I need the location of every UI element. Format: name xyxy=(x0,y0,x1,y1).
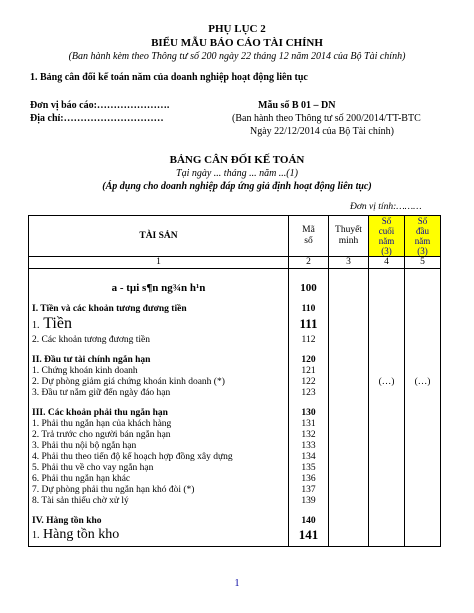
address-label: Địa chỉ:………………………… xyxy=(30,113,164,124)
column-number: 2 xyxy=(289,257,329,269)
column-number: 4 xyxy=(369,257,405,269)
table-row xyxy=(29,507,441,516)
table-row xyxy=(29,463,441,474)
issued-note: (Ban hành kèm theo Thông tư số 200 ngày 22 tháng 12 năm 2014 của Bộ Tài chính) xyxy=(68,51,406,62)
row-label: III. Các khoản phải thu ngắn hạn xyxy=(29,408,289,419)
appendix-title: PHỤ LỤC 2 xyxy=(208,23,266,35)
column-number: 1 xyxy=(29,257,289,269)
table-header-row xyxy=(29,216,441,257)
currency-unit: Đơn vị tính:……… xyxy=(350,202,422,212)
column-number: 5 xyxy=(405,257,441,269)
header-begin-line3: năm xyxy=(414,236,431,246)
row-code: 131 xyxy=(289,419,329,430)
balance-sheet-table xyxy=(28,215,441,547)
header-code-line2: số xyxy=(304,236,313,246)
unit-label: Đơn vị báo cáo:…………………. xyxy=(30,100,170,111)
row-label: 6. Phải thu ngắn hạn khác xyxy=(29,474,289,485)
table-row xyxy=(29,399,441,408)
row-label: 8. Tài sản thiếu chờ xử lý xyxy=(29,496,289,507)
row-label: 2. Trả trước cho người bán ngắn hạn xyxy=(29,430,289,441)
report-title: BẢNG CÂN ĐỐI KẾ TOÁN xyxy=(169,154,305,166)
table-row xyxy=(29,377,441,388)
row-code: 133 xyxy=(289,441,329,452)
table-row xyxy=(29,304,441,315)
row-label: IV. Hàng tồn kho xyxy=(29,516,289,527)
table-row xyxy=(29,496,441,507)
row-code: 139 xyxy=(289,496,329,507)
row-label: a - tµi s¶n ng¾n h¹n xyxy=(29,281,289,295)
form-title: BIỂU MẪU BÁO CÁO TÀI CHÍNH xyxy=(151,37,323,49)
row-label-text: Tiền xyxy=(43,315,72,332)
row-code: 136 xyxy=(289,474,329,485)
header-beginning-of-year xyxy=(405,216,441,257)
row-code: 111 xyxy=(289,315,329,335)
report-date: Tại ngày ... tháng ... năm ...(1) xyxy=(176,168,298,179)
column-number-row xyxy=(29,257,441,269)
header-note-line2: minh xyxy=(338,236,359,246)
row-label: 4. Phải thu theo tiến độ kế hoạch hợp đồng xây dựng xyxy=(29,452,289,463)
table-row xyxy=(29,388,441,399)
row-code: 132 xyxy=(289,430,329,441)
table-row xyxy=(29,315,441,335)
table-row xyxy=(29,346,441,355)
header-end-line4: (3) xyxy=(381,246,392,256)
table-row xyxy=(29,281,441,295)
header-end-of-year xyxy=(369,216,405,257)
column-number: 3 xyxy=(329,257,369,269)
row-label: 1. Chứng khoán kinh doanh xyxy=(29,366,289,377)
header-end-line1: Số xyxy=(381,216,392,226)
row-code: 120 xyxy=(289,355,329,366)
row-code: 137 xyxy=(289,485,329,496)
table-row xyxy=(29,269,441,282)
row-code: 123 xyxy=(289,388,329,399)
table-row xyxy=(29,295,441,304)
form-issued-line2: Ngày 22/12/2014 của Bộ Tài chính) xyxy=(250,126,394,137)
row-label: 3. Phải thu nội bộ ngắn hạn xyxy=(29,441,289,452)
row-label: II. Đầu tư tài chính ngắn hạn xyxy=(29,355,289,366)
row-code: 134 xyxy=(289,452,329,463)
page-number: 1 xyxy=(234,578,240,589)
row-code: 135 xyxy=(289,463,329,474)
row-code: 122 xyxy=(289,377,329,388)
table-row xyxy=(29,366,441,377)
table-row xyxy=(29,419,441,430)
table-row xyxy=(29,516,441,527)
header-note-line1: Thuyết xyxy=(335,225,362,235)
row-label-text: Hàng tồn kho xyxy=(43,527,120,542)
report-scope: (Áp dụng cho doanh nghiệp đáp ứng giả định hoạt động liên tục) xyxy=(102,181,372,192)
table-row xyxy=(29,335,441,346)
header-end-line3: năm xyxy=(378,236,395,246)
row-code: 140 xyxy=(289,516,329,527)
table-row xyxy=(29,408,441,419)
row-label: 5. Phải thu về cho vay ngắn hạn xyxy=(29,463,289,474)
row-code: 141 xyxy=(289,527,329,544)
table-row xyxy=(29,527,441,544)
table-row xyxy=(29,544,441,547)
table-row xyxy=(29,355,441,366)
row-code: 110 xyxy=(289,304,329,315)
table-row xyxy=(29,430,441,441)
row-number: 1. xyxy=(32,320,40,331)
row-label: 3. Đầu tư nắm giữ đến ngày đáo hạn xyxy=(29,388,289,399)
row-label: 2. Dự phòng giảm giá chứng khoán kinh doanh (*) xyxy=(29,377,289,388)
row-code: 121 xyxy=(289,366,329,377)
table-row xyxy=(29,452,441,463)
row-label: 2. Các khoản tương đương tiền xyxy=(29,335,289,346)
header-end-line2: cuối xyxy=(378,226,395,236)
table-row xyxy=(29,474,441,485)
row-label xyxy=(29,315,289,335)
table-row xyxy=(29,441,441,452)
row-begin-value: (…) xyxy=(405,377,441,388)
row-code: 100 xyxy=(289,281,329,295)
row-code: 112 xyxy=(289,335,329,346)
header-begin-line4: (3) xyxy=(417,246,428,256)
row-code: 130 xyxy=(289,408,329,419)
row-label: 1. Phải thu ngắn hạn của khách hàng xyxy=(29,419,289,430)
form-issued-line1: (Ban hành theo Thông tư số 200/2014/TT-BTC xyxy=(232,113,421,124)
table-row xyxy=(29,485,441,496)
section-title: 1. Bảng cân đối kế toán năm của doanh nghiệp hoạt động liên tục xyxy=(30,72,308,83)
header-code-line1: Mã xyxy=(302,225,315,235)
header-begin-line1: Số xyxy=(417,216,428,226)
header-begin-line2: đầu xyxy=(416,226,429,236)
header-asset: TÀI SẢN xyxy=(29,216,289,257)
header-code xyxy=(289,216,329,257)
row-number: 1. xyxy=(32,530,40,541)
row-label: 7. Dự phòng phải thu ngắn hạn khó đòi (*) xyxy=(29,485,289,496)
header-note xyxy=(329,216,369,257)
row-label: I. Tiền và các khoản tương đương tiền xyxy=(29,304,289,315)
row-label xyxy=(29,527,289,544)
form-code: Mẫu số B 01 – DN xyxy=(258,100,336,111)
row-end-value: (…) xyxy=(369,377,405,388)
